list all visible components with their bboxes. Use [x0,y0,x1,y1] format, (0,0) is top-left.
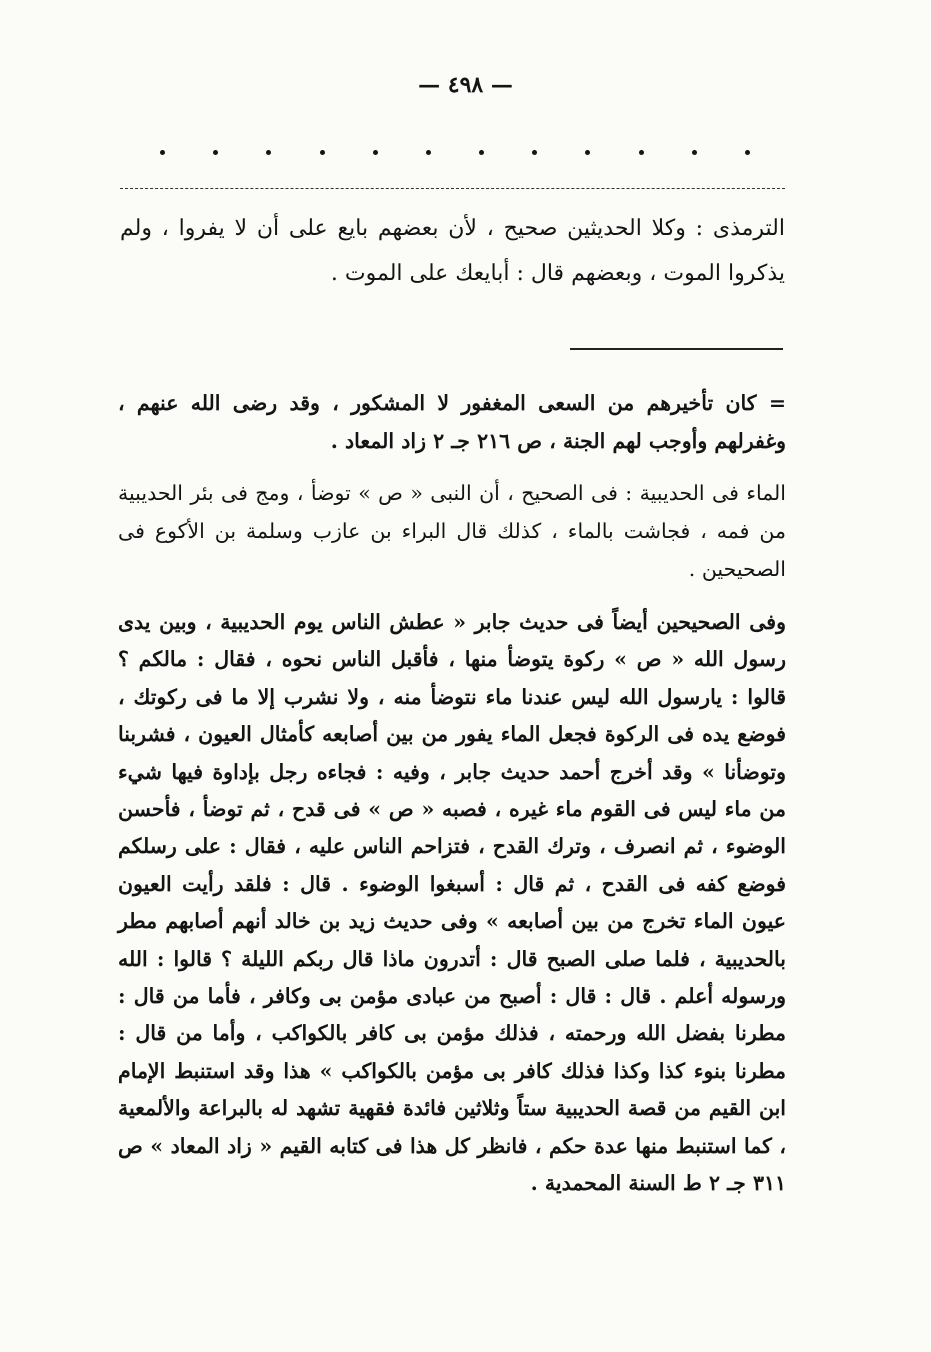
footnote-text: الترمذى : وكلا الحديثين صحيح ، لأن بعضهم بايع على أن لا يفروا ، ولم يذكروا الموت ، وبعضهم قال : أبايعك على الموت . [120,216,785,286]
dot [745,150,750,155]
dot [320,150,325,155]
dot [479,150,484,155]
dot [160,150,165,155]
dot [692,150,697,155]
paragraph-hadith-jabir: وفى الصحيحين أيضاً فى حديث جابر « عطش الناس يوم الحديبية ، وبين يدى رسول الله « ص » ركوة يتوضأ منها ، فأقبل الناس نحوه ، فقال : مالكم ؟ قالوا : يارسول الله ليس عندنا ماء نتوضأ منه ، ولا نشرب إلا ما فى ركوتك ، فوضع يده فى الركوة فجعل الماء يفور من بين أصابعه كأمثال العيون ، فشربنا وتوضأنا » وقد أخرج أحمد حديث جابر ، وفيه : فجاءه رجل بإداوة فيها شيء من ماء ليس فى القوم ماء غيره ، فصبه « ص » فى قدح ، ثم توضأ ، فأحسن الوضوء ، ثم انصرف ، وترك القدح ، فتزاحم الناس عليه ، فقال : على رسلكم فوضع كفه فى القدح ، ثم قال : أسبغوا الوضوء . قال : فلقد رأيت العيون عيون الماء تخرج من بين أصابعه » وفى حديث زيد بن خالد أنهم أصابهم مطر بالحديبية ، فلما صلى الصبح قال : أتدرون ماذا قال ربكم الليلة ؟ قالوا : الله ورسوله أعلم . قال : قال : أصبح من عبادى مؤمن بى وكافر ، فأما من قال : مطرنا بفضل الله ورحمته ، فذلك مؤمن بى كافر بالكواكب ، وأما من قال : مطرنا بنوء كذا وكذا فذلك كافر بى مؤمن بالكواكب » هذا وقد استنبط الإمام ابن القيم من قصة الحديبية ستاً وثلاثين فائدة فقهية تشهد له بالبراعة والألمعية ، كما استنبط منها عدة حكم ، فانظر كل هذا فى كتابه القيم « زاد المعاد » ص ٣١١ جـ ٢ ط السنة المحمدية . [118,610,786,1196]
paragraph-water-hudaybiya: الماء فى الحديبية : فى الصحيح ، أن النبى « ص » توضأ ، ومج فى بئر الحديبية من فمه ، فجاشت بالماء ، كذلك قال البراء بن عازب وسلمة بن الأكوع فى الصحيحين . [118,481,786,581]
short-divider [570,348,783,350]
separator-dots [160,150,750,155]
dot [426,150,431,155]
dot [373,150,378,155]
top-divider [120,188,785,189]
dot [213,150,218,155]
paragraph-continuation: = كان تأخيرهم من السعى المغفور لا المشكور ، وقد رضى الله عنهم ، وغفرلهم وأوجب لهم الجنة ، ص ٢١٦ جـ ٢ زاد المعاد . [118,391,786,453]
page-number: — ٤٩٨ — [418,72,513,98]
dot [585,150,590,155]
dot [532,150,537,155]
main-text [118,384,786,1203]
dot [639,150,644,155]
footnote-block [120,206,785,296]
dot [266,150,271,155]
